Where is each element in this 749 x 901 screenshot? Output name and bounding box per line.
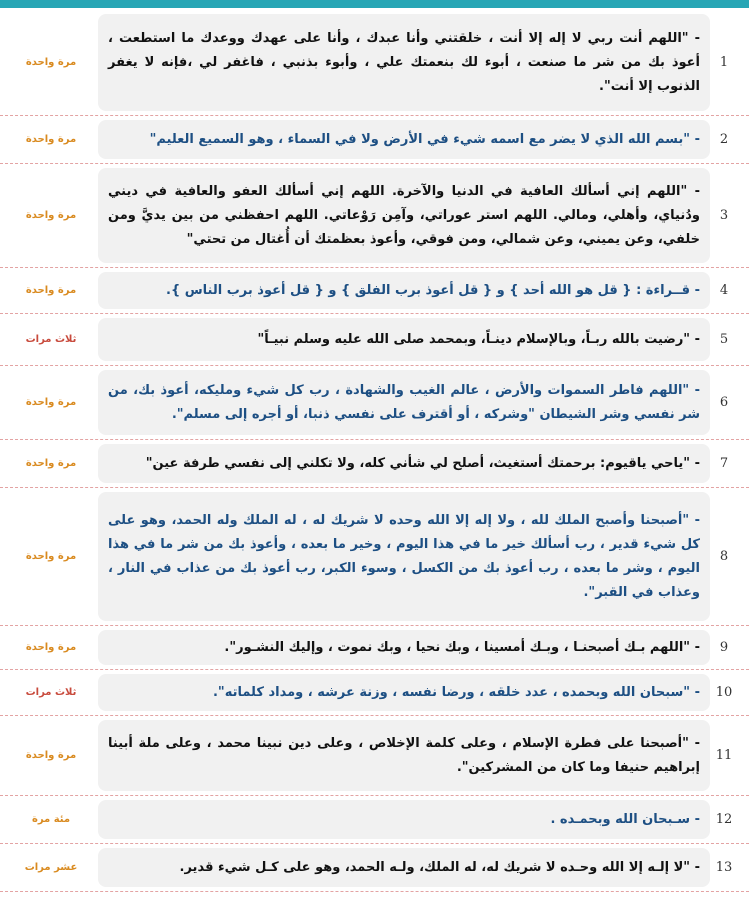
repeat-count: مرة واحدة <box>25 134 77 145</box>
item-number: 3 <box>719 208 729 223</box>
item-number: 6 <box>719 395 729 410</box>
dhikr-text: - "لا إلـه إلا الله وحـده لا شريك له، له الملك، ولـه الحمد، وهو على كـل شيء قدير. <box>179 859 700 875</box>
item-number: 9 <box>719 640 729 655</box>
item-number: 1 <box>719 55 729 70</box>
dhikr-text: - "بسم الله الذي لا يضر مع اسمه شيء في الأرض ولا في السماء ، وهو السميع العليم" <box>149 131 700 147</box>
repeat-count: مرة واحدة <box>25 397 77 408</box>
dhikr-text: - قــراءة : { قل هو الله أحد } و { قل أعوذ برب الفلق } و { قل أعوذ برب الناس }. <box>166 282 700 298</box>
dhikr-text: - "سبحان الله وبحمده ، عدد خلقه ، ورضا نفسه ، وزنة عرشه ، ومداد كلماته". <box>212 684 700 700</box>
repeat-count: ثلاث مرات <box>25 687 77 698</box>
top-accent-bar <box>0 0 749 8</box>
list-item <box>0 268 749 314</box>
repeat-count: ثلاث مرات <box>25 334 77 345</box>
list-item <box>0 670 749 716</box>
repeat-count: مئة مرة <box>31 814 71 825</box>
dhikr-text: - "أصبحنا على فطرة الإسلام ، وعلى كلمة الإخلاص ، وعلى دين نبينا محمد ، وعلى ملة أبينا إبراهيم حنيفا وما كان من المشركين". <box>108 735 700 775</box>
repeat-count: مرة واحدة <box>25 642 77 653</box>
item-number: 2 <box>719 132 729 147</box>
repeat-count: عشر مرات <box>24 862 78 873</box>
dhikr-text: - سـبحان الله وبحمـده . <box>550 811 700 827</box>
dhikr-text: - "اللهم بـك أصبحنـا ، وبـك أمسينا ، وبك نحيا ، وبك نموت ، وإليك النشـور". <box>224 639 700 655</box>
list-item <box>0 116 749 164</box>
item-number: 4 <box>719 283 729 298</box>
dhikr-text: - "أصبحنا وأصبح الملك لله ، ولا إله إلا الله وحده لا شريك له ، له الملك وله الحمد، وهو على كل شيء قدير ، رب أسألك خير ما في هذا اليوم ، وخير ما بعده ، وأعوذ بك من شر ما في هذا اليوم ، وشر ما بعده ، رب أعوذ بك من الكسل ، وسوء الكبر، رب أعوذ بك من عذاب في النار ، وعذاب في القبر". <box>108 512 700 600</box>
repeat-count: مرة واحدة <box>25 285 77 296</box>
repeat-count: مرة واحدة <box>25 458 77 469</box>
dhikr-text: - "اللهم إني أسألك العافية في الدنيا والآخرة. اللهم إني أسألك العفو والعافية في ديني ودُنياي، وأهلي، ومالي. اللهم استر عوراتي، وآمِن رَوْعاتي. اللهم احفظني من بين يديَّ ومن خلفي، وعن يميني، وعن شمالي، ومن فوقي، وأعوذ بعظمتك أن أُغتال من تحتي" <box>108 183 700 247</box>
item-number: 10 <box>715 685 733 700</box>
dhikr-text: - "اللهم أنت ربي لا إله إلا أنت ، خلقتني وأنا عبدك ، وأنا على عهدك ووعدك ما استطعت ، أعوذ بك من شر ما صنعت ، أبوء لك بنعمتك علي ، وأبوء بذنبي ، فاغفر لي ،فإنه لا يغفر الذنوب إلا أنت". <box>108 30 700 94</box>
item-number: 12 <box>715 812 733 827</box>
list-item <box>0 366 749 440</box>
dhikr-text: - "اللهم فاطر السموات والأرض ، عالم الغيب والشهادة ، رب كل شيء ومليكه، أعوذ بك، من شر نفسي وشر الشيطان "وشركه ، أو أقترف على نفسي ذنبا، أو أجره إلى مسلم". <box>108 382 700 422</box>
list-item <box>0 796 749 844</box>
list-item <box>0 488 749 626</box>
list-item <box>0 440 749 488</box>
list-item <box>0 164 749 268</box>
item-number: 13 <box>715 860 733 875</box>
list-item <box>0 716 749 796</box>
dhikr-text: - "رضيت بالله ربـاً، وبالإسلام دينـاً، وبمحمد صلى الله عليه وسلم نبيـاً" <box>257 331 700 347</box>
repeat-count: مرة واحدة <box>25 551 77 562</box>
list-item <box>0 314 749 366</box>
item-number: 8 <box>719 549 729 564</box>
item-number: 11 <box>715 748 733 763</box>
list-item <box>0 844 749 892</box>
list-item <box>0 626 749 670</box>
item-number: 5 <box>719 332 729 347</box>
repeat-count: مرة واحدة <box>25 210 77 221</box>
repeat-count: مرة واحدة <box>25 750 77 761</box>
adhkar-list <box>0 10 749 892</box>
repeat-count: مرة واحدة <box>25 57 77 68</box>
list-item <box>0 10 749 116</box>
dhikr-text: - "ياحي ياقيوم: برحمتك أستغيث، أصلح لي شأني كله، ولا تكلني إلى نفسي طرفة عين" <box>145 455 700 471</box>
item-number: 7 <box>719 456 729 471</box>
